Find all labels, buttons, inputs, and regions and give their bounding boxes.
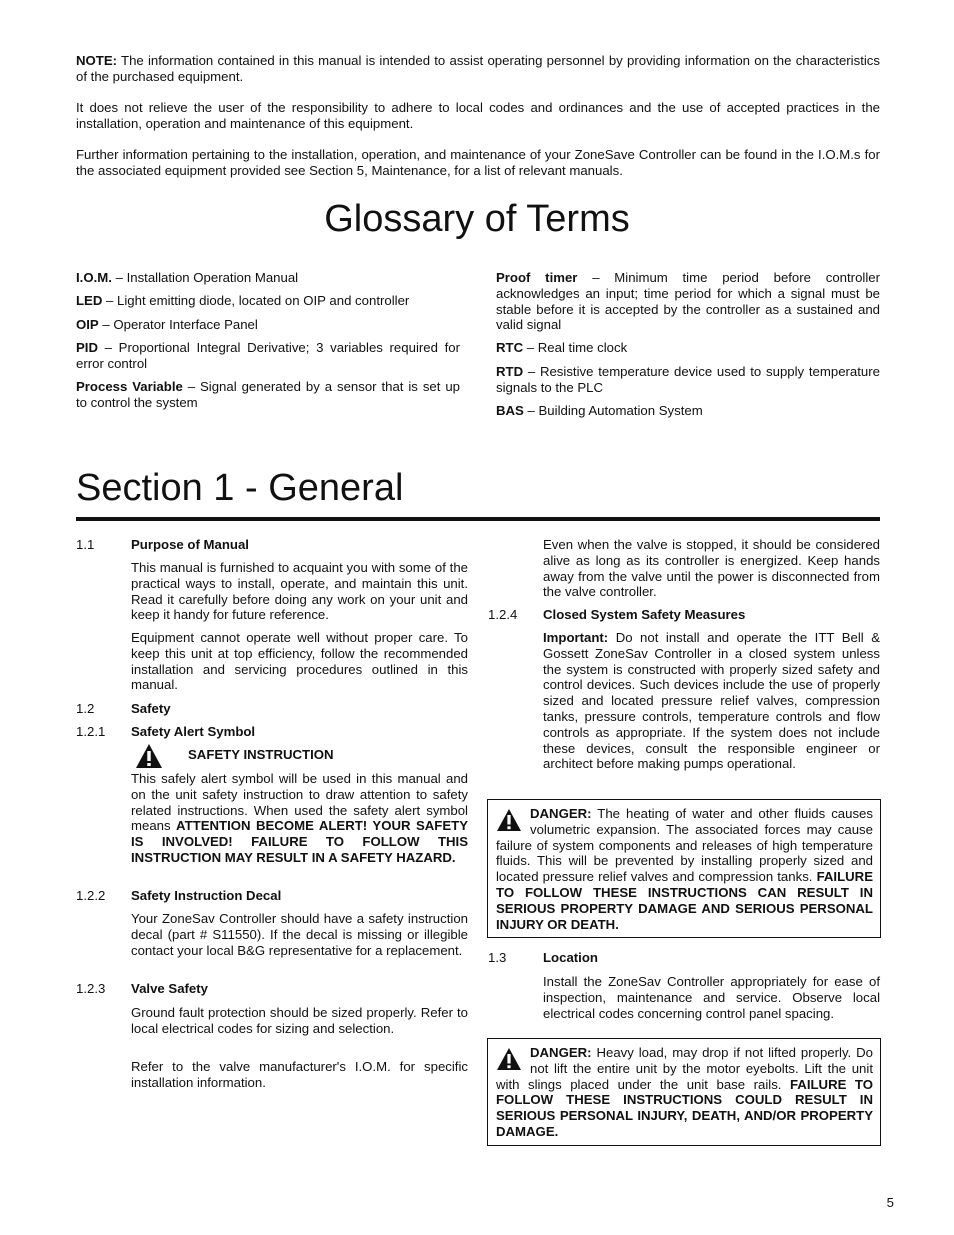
glossary-item bbox=[496, 340, 880, 356]
section-number: 1.2 bbox=[76, 701, 95, 716]
glossary-item bbox=[76, 293, 460, 309]
glossary-term: RTC bbox=[496, 340, 524, 355]
glossary-term: OIP bbox=[76, 317, 99, 332]
danger-label: DANGER: bbox=[530, 806, 592, 821]
body-paragraph: Even when the valve is stopped, it should be considered alive as long as its controller is energized. Keep hands away from the valve until the power is disconnected from the valve controller. bbox=[543, 537, 880, 600]
section-heading: Safety Alert Symbol bbox=[131, 724, 256, 739]
safety-alert-icon bbox=[135, 743, 163, 769]
section-heading: Closed System Safety Measures bbox=[543, 607, 746, 622]
body-paragraph: Your ZoneSav Controller should have a safety instruction decal (part # S11550). If the decal is missing or illegible contact your local B&G representative for a replacement. bbox=[131, 911, 468, 958]
glossary-item bbox=[76, 379, 460, 411]
glossary-term: LED bbox=[76, 293, 103, 308]
important-text: Do not install and operate the ITT Bell & Gossett ZoneSav Controller in a closed system unless the system is constructed with properly sized safety and control devices. Such devices include the use of properly sized and located pressure relief valves, compression tanks, pressure controls, temperature controls and flow controls as appropriate. If the system does not include these devices, consult the responsible engineer or architect before making pumps operational. bbox=[543, 630, 880, 772]
glossary-def: – Light emitting diode, located on OIP and controller bbox=[102, 293, 410, 308]
section-number: 1.2.2 bbox=[76, 888, 106, 903]
section-number: 1.1 bbox=[76, 537, 95, 552]
section-heading: Valve Safety bbox=[131, 981, 208, 996]
body-paragraph bbox=[543, 630, 880, 772]
glossary-item bbox=[496, 364, 880, 396]
glossary-term: PID bbox=[76, 340, 98, 355]
glossary-def: – Real time clock bbox=[523, 340, 628, 355]
warning-icon bbox=[496, 808, 522, 832]
intro-paragraph-2: It does not relieve the user of the responsibility to adhere to local codes and ordinances and the use of accepted practices in the installation, operation and maintenance of this equipment. bbox=[76, 100, 880, 131]
glossary-def: – Operator Interface Panel bbox=[98, 317, 258, 332]
body-paragraph bbox=[131, 771, 468, 866]
body-paragraph: Equipment cannot operate well without proper care. To keep this unit at top efficiency, follow the recommended installation and servicing procedures outlined in this manual. bbox=[131, 630, 468, 693]
important-label: Important: bbox=[543, 630, 609, 645]
glossary-def: – Signal generated by a sensor that is set up to control the system bbox=[76, 379, 460, 410]
danger-bold-text: FAILURE TO FOLLOW THESE INSTRUCTIONS CAN RESULT IN SERIOUS PROPERTY DAMAGE AND SERIOUS PERSONAL INJURY OR DEATH. bbox=[496, 869, 873, 932]
glossary-item bbox=[496, 403, 880, 419]
glossary-term: I.O.M. bbox=[76, 270, 112, 285]
glossary-def: – Minimum time period before controller acknowledges an input; time period for which a signal must be stable before it is accepted by the controller as a sustained and valid signal bbox=[496, 270, 880, 333]
intro-paragraph-3: Further information pertaining to the installation, operation, and maintenance of your ZoneSave Controller can be found in the I.O.M.s for the associated equipment provided see Section 5, Maintenance, for a list of relevant manuals. bbox=[76, 147, 880, 178]
glossary-item bbox=[76, 340, 460, 372]
section-number: 1.2.1 bbox=[76, 724, 106, 739]
glossary-term: RTD bbox=[496, 364, 524, 379]
section-number: 1.3 bbox=[488, 950, 507, 965]
glossary-item bbox=[496, 270, 880, 333]
body-paragraph: Install the ZoneSav Controller appropriately for ease of inspection, maintenance and service. Observe local electrical codes concerning control panel spacing. bbox=[543, 974, 880, 1021]
glossary-term: Process Variable bbox=[76, 379, 183, 394]
section-rule bbox=[76, 517, 880, 521]
glossary-item bbox=[76, 270, 460, 286]
glossary-title: Glossary of Terms bbox=[324, 198, 630, 240]
note-label: NOTE: bbox=[76, 53, 118, 68]
safety-alert-bold: ATTENTION BECOME ALERT! YOUR SAFETY IS INVOLVED! FAILURE TO FOLLOW THIS INSTRUCTION MAY RESULT IN A SAFETY HAZARD. bbox=[131, 818, 468, 865]
danger-label: DANGER: bbox=[530, 1045, 592, 1060]
note-paragraph bbox=[76, 53, 880, 85]
glossary-def: – Building Automation System bbox=[523, 403, 703, 418]
glossary-term: BAS bbox=[496, 403, 524, 418]
body-paragraph: This manual is furnished to acquaint you with some of the practical ways to install, operate, and maintain this unit. Read it carefully before doing any work on your unit and keep it handy for future reference. bbox=[131, 560, 468, 623]
note-text: The information contained in this manual is intended to assist operating personnel by providing information on the characteristics of the purchased equipment. bbox=[76, 53, 880, 84]
section-number: 1.2.3 bbox=[76, 981, 106, 996]
page-number: 5 bbox=[886, 1195, 894, 1210]
glossary-def: – Proportional Integral Derivative; 3 variables required for error control bbox=[76, 340, 460, 371]
section-number: 1.2.4 bbox=[488, 607, 518, 622]
body-paragraph: Ground fault protection should be sized properly. Refer to local electrical codes for sizing and selection. bbox=[131, 1005, 468, 1036]
danger-text: Heavy load, may drop if not lifted properly. Do not lift the entire unit by the motor eyebolts. Lift the unit with slings placed under the unit base rails. bbox=[496, 1045, 873, 1092]
danger-box bbox=[487, 799, 881, 938]
glossary-item bbox=[76, 317, 460, 333]
glossary-term: Proof timer bbox=[496, 270, 578, 285]
danger-text: The heating of water and other fluids causes volumetric expansion. The associated forces may cause failure of system components and releases of high temperature fluids. This will be prevented by installing properly sized and located pressure relief valves and compression tanks. bbox=[496, 806, 873, 885]
safety-instruction-label: SAFETY INSTRUCTION bbox=[188, 747, 334, 762]
section-heading: Purpose of Manual bbox=[131, 537, 249, 552]
body-paragraph: Refer to the valve manufacturer's I.O.M. for specific installation information. bbox=[131, 1059, 468, 1090]
warning-icon bbox=[496, 1047, 522, 1071]
section-heading: Safety Instruction Decal bbox=[131, 888, 282, 903]
danger-box bbox=[487, 1038, 881, 1146]
section-title: Section 1 - General bbox=[76, 467, 404, 509]
safety-alert-text: This safely alert symbol will be used in this manual and on the unit safety instruction to draw attention to safety related instructions. When used the safety alert symbol means bbox=[131, 771, 468, 834]
glossary-def: – Installation Operation Manual bbox=[111, 270, 299, 285]
glossary-def: – Resistive temperature device used to supply temperature signals to the PLC bbox=[496, 364, 880, 395]
danger-bold-text: FAILURE TO FOLLOW THESE INSTRUCTIONS COULD RESULT IN SERIOUS PERSONAL INJURY, DEATH, AND/OR PROPERTY DAMAGE. bbox=[496, 1076, 873, 1139]
section-heading: Location bbox=[543, 950, 598, 965]
section-heading: Safety bbox=[131, 701, 171, 716]
